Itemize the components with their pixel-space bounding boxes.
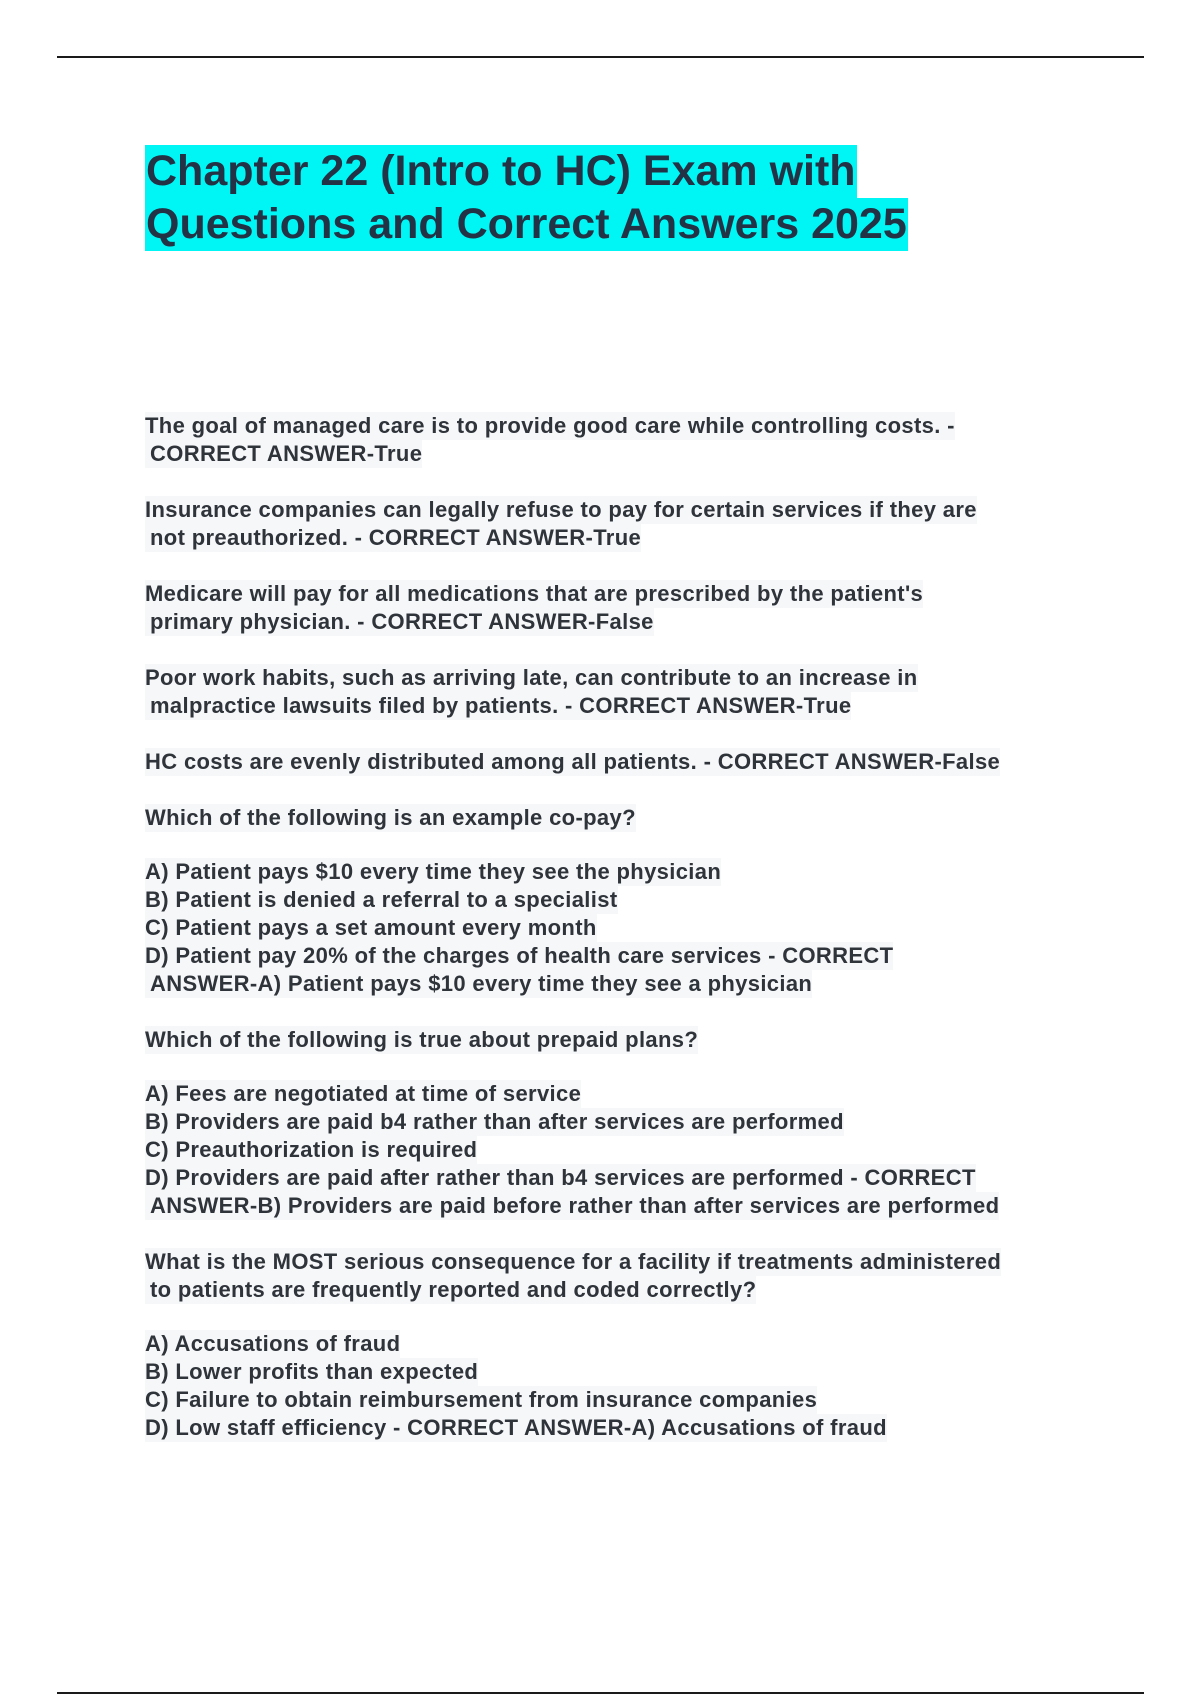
answer-text: malpractice lawsuits filed by patients. - CORRECT ANSWER-True [145, 692, 851, 720]
answer-text: CORRECT ANSWER-True [145, 440, 422, 468]
question-text: Which of the following is an example co-pay? [145, 805, 636, 830]
answer-text: ANSWER-B) Providers are paid before rather than after services are performed [145, 1192, 999, 1220]
answer-text: primary physician. - CORRECT ANSWER-False [145, 608, 654, 636]
question-text: Medicare will pay for all medications that are prescribed by the patient's [145, 581, 924, 606]
choice-text: A) Patient pays $10 every time they see the physician [145, 859, 722, 884]
document-body [145, 412, 1105, 1470]
choice-text: C) Failure to obtain reimbursement from insurance companies [145, 1387, 818, 1412]
question-text: HC costs are evenly distributed among all patients. - CORRECT ANSWER-False [145, 749, 1001, 774]
answer-text: not preauthorized. - CORRECT ANSWER-True [145, 524, 641, 552]
question-text: The goal of managed care is to provide good care while controlling costs. - [145, 413, 955, 438]
choice-text: B) Lower profits than expected [145, 1359, 479, 1384]
document-title [145, 145, 1045, 251]
mc-question [145, 804, 1105, 998]
question-text: Which of the following is true about prepaid plans? [145, 1027, 699, 1052]
title-line: Chapter 22 (Intro to HC) Exam with [145, 145, 857, 198]
qa-item [145, 580, 1105, 636]
top-rule [57, 56, 1144, 58]
choice-text: A) Fees are negotiated at time of service [145, 1081, 582, 1106]
choice-text: A) Accusations of fraud [145, 1331, 401, 1356]
question-text: Insurance companies can legally refuse to pay for certain services if they are [145, 497, 977, 522]
qa-item [145, 664, 1105, 720]
choice-text: C) Preauthorization is required [145, 1137, 478, 1162]
qa-item [145, 496, 1105, 552]
choice-text: D) Patient pay 20% of the charges of health care services - CORRECT [145, 943, 894, 968]
bottom-rule [57, 1692, 1144, 1694]
qa-item [145, 748, 1105, 776]
choice-text: B) Patient is denied a referral to a specialist [145, 887, 618, 912]
question-text: What is the MOST serious consequence for a facility if treatments administered [145, 1249, 1002, 1274]
question-text: Poor work habits, such as arriving late, can contribute to an increase in [145, 665, 918, 690]
mc-question [145, 1248, 1105, 1442]
choice-text: B) Providers are paid b4 rather than after services are performed [145, 1109, 844, 1134]
answer-text: ANSWER-A) Patient pays $10 every time they see a physician [145, 970, 812, 998]
choice-text: D) Providers are paid after rather than b4 services are performed - CORRECT [145, 1165, 976, 1190]
mc-question [145, 1026, 1105, 1220]
answer-text: D) Low staff efficiency - CORRECT ANSWER-A) Accusations of fraud [145, 1415, 887, 1440]
choice-text: C) Patient pays a set amount every month [145, 915, 597, 940]
title-line: Questions and Correct Answers 2025 [145, 198, 908, 251]
question-text: to patients are frequently reported and coded correctly? [145, 1276, 756, 1304]
qa-item [145, 412, 1105, 468]
